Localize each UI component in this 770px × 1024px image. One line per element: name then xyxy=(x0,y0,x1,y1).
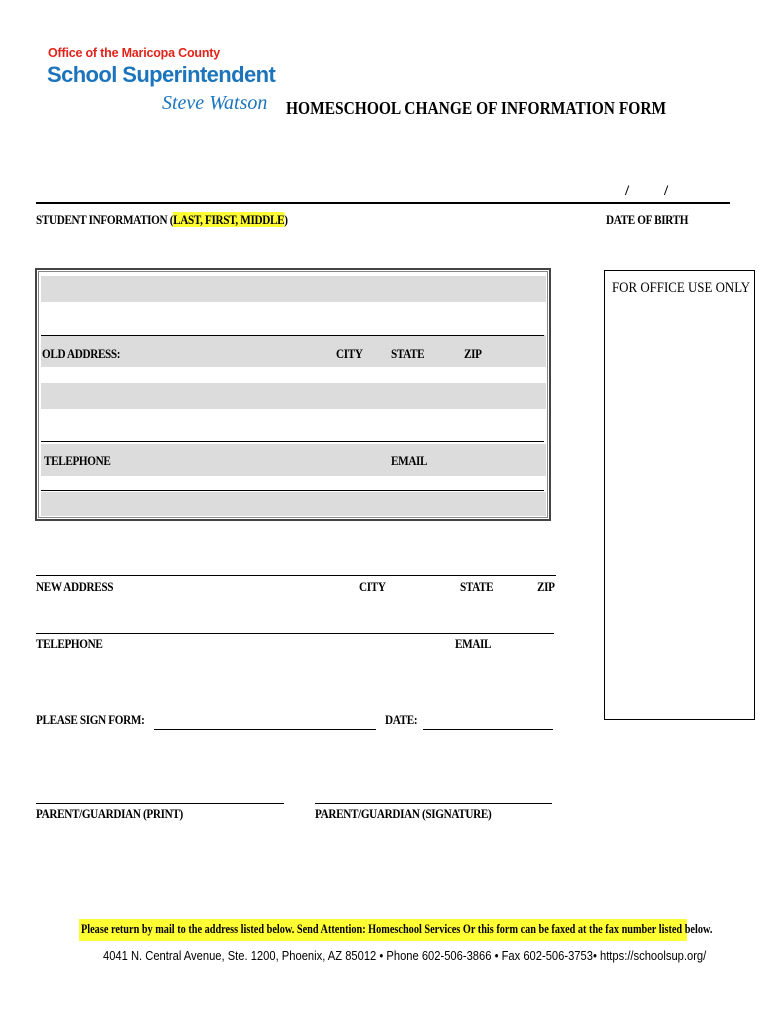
signature-field[interactable] xyxy=(154,729,376,730)
student-info-field[interactable] xyxy=(36,202,730,204)
new-state-label: STATE xyxy=(460,579,494,594)
footer-return-instructions: Please return by mail to the address listed below. Send Attention: Homeschool Services Or this form can be faxed at the fax number listed below. xyxy=(81,921,713,936)
footer-contact-address: 4041 N. Central Avenue, Ste. 1200, Phoenix, AZ 85012 • Phone 602-506-3866 • Fax 602-506-3753• https://schoolsup.org/ xyxy=(103,948,707,963)
new-email-label: EMAIL xyxy=(455,636,492,651)
old-email-row[interactable] xyxy=(41,492,546,516)
logo-text-office: Office of the Maricopa County xyxy=(48,46,220,60)
student-info-label: STUDENT INFORMATION (LAST, FIRST, MIDDLE) xyxy=(36,212,288,227)
old-telephone-labels-row xyxy=(41,444,546,476)
parent-guardian-signature-field[interactable] xyxy=(315,803,552,804)
new-telephone-field[interactable] xyxy=(36,633,554,634)
old-address-line xyxy=(41,335,544,336)
logo-text-superintendent: School Superintendent xyxy=(47,62,276,87)
new-city-label: CITY xyxy=(359,579,386,594)
new-address-label: NEW ADDRESS xyxy=(36,579,114,594)
form-title: HOMESCHOOL CHANGE OF INFORMATION FORM xyxy=(286,98,667,118)
date-field[interactable] xyxy=(423,729,553,730)
parent-guardian-print-field[interactable] xyxy=(36,803,284,804)
old-address-label: OLD ADDRESS: xyxy=(42,346,121,361)
dob-slash-1: / xyxy=(625,183,630,199)
date-of-birth-label: DATE OF BIRTH xyxy=(606,212,689,227)
old-telephone-line xyxy=(41,441,544,442)
old-email-label: EMAIL xyxy=(391,453,428,468)
date-label: DATE: xyxy=(385,712,418,727)
sign-form-label: PLEASE SIGN FORM: xyxy=(36,712,145,727)
dob-slash-2: / xyxy=(664,183,669,199)
parent-guardian-signature-label: PARENT/GUARDIAN (SIGNATURE) xyxy=(315,806,492,821)
office-use-box xyxy=(604,270,755,720)
old-zip-label: ZIP xyxy=(464,346,482,361)
student-name-order-highlight: LAST, FIRST, MIDDLE xyxy=(173,212,285,227)
new-address-field[interactable] xyxy=(36,575,556,576)
old-email-line xyxy=(41,490,544,491)
office-use-label: FOR OFFICE USE ONLY xyxy=(612,280,751,296)
old-state-label: STATE xyxy=(391,346,425,361)
new-telephone-label: TELEPHONE xyxy=(36,636,103,651)
new-zip-label: ZIP xyxy=(537,579,555,594)
old-telephone-field[interactable] xyxy=(41,383,546,409)
old-address-field[interactable] xyxy=(41,276,546,302)
old-city-label: CITY xyxy=(336,346,363,361)
logo-text-name: Steve Watson xyxy=(162,92,268,114)
old-telephone-label: TELEPHONE xyxy=(44,453,111,468)
parent-guardian-print-label: PARENT/GUARDIAN (PRINT) xyxy=(36,806,183,821)
